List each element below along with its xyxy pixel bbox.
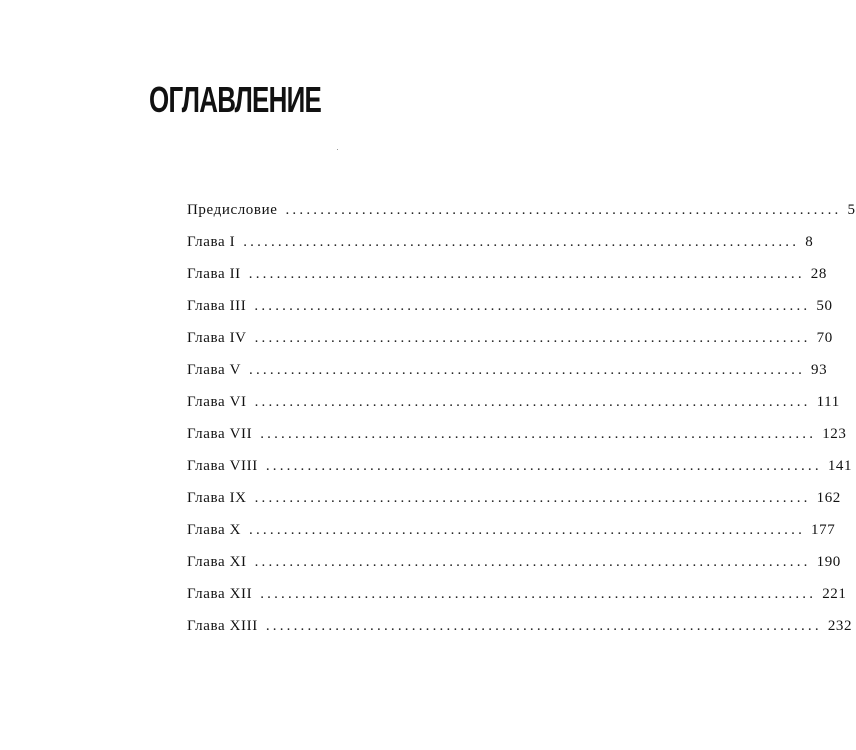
- toc-entry-title: Глава IX: [187, 490, 247, 506]
- toc-entry-title: Глава XI: [187, 554, 247, 570]
- toc-entry-title: Глава II: [187, 266, 241, 282]
- toc-entry-title: Глава III: [187, 298, 247, 314]
- toc-entry-title: Глава VI: [187, 394, 247, 410]
- toc-entry-page: 28: [810, 266, 827, 282]
- toc-entry-title: Глава XII: [187, 586, 253, 602]
- dot-leader: ................................................................................: [249, 522, 806, 538]
- dot-leader: ................................................................................: [243, 234, 800, 250]
- toc-entry-title: Глава I: [187, 234, 236, 250]
- toc-entry-page: 221: [822, 586, 847, 602]
- dot-leader: ................................................................................: [254, 394, 811, 410]
- toc-entry[interactable]: [187, 614, 853, 646]
- page-title: ОГЛАВЛЕНИЕ: [149, 79, 322, 120]
- toc-entry-title: Глава V: [187, 362, 242, 378]
- toc-entry-page: 70: [816, 330, 833, 346]
- toc-entry[interactable]: [187, 582, 847, 614]
- dot-leader: ................................................................................: [285, 202, 842, 218]
- toc-entry-title: Предисловие: [187, 202, 278, 218]
- toc-entry[interactable]: [187, 262, 827, 294]
- dot-leader: ................................................................................: [254, 330, 811, 346]
- toc-entry-title: Глава VII: [187, 426, 253, 442]
- toc-entry-page: 232: [827, 618, 853, 634]
- dot-leader: ................................................................................: [254, 298, 811, 314]
- toc-entry[interactable]: [187, 358, 828, 390]
- dot-leader: ................................................................................: [248, 266, 805, 282]
- toc-entry-page: 8: [805, 234, 814, 250]
- toc-entry-page: 111: [816, 394, 840, 410]
- toc-entry-title: Глава IV: [187, 330, 247, 346]
- toc-entry-page: 162: [816, 490, 841, 506]
- toc-entry[interactable]: [187, 550, 841, 582]
- paper-speck: [337, 149, 338, 150]
- toc-entry-title: Глава XIII: [187, 618, 258, 634]
- table-of-contents: [187, 198, 856, 646]
- toc-entry-page: 123: [822, 426, 847, 442]
- toc-entry[interactable]: [187, 518, 836, 550]
- toc-entry[interactable]: [187, 198, 856, 230]
- dot-leader: ................................................................................: [260, 586, 817, 602]
- dot-leader: ................................................................................: [265, 618, 822, 634]
- toc-entry[interactable]: [187, 390, 840, 422]
- toc-entry-title: Глава VIII: [187, 458, 258, 474]
- toc-entry[interactable]: [187, 486, 841, 518]
- toc-entry-page: 190: [816, 554, 841, 570]
- toc-entry[interactable]: [187, 230, 814, 262]
- dot-leader: ................................................................................: [254, 554, 811, 570]
- toc-entry-title: Глава X: [187, 522, 242, 538]
- dot-leader: ................................................................................: [260, 426, 817, 442]
- toc-entry[interactable]: [187, 326, 833, 358]
- toc-entry-page: 93: [811, 362, 828, 378]
- toc-entry-page: 50: [816, 298, 833, 314]
- toc-entry[interactable]: [187, 454, 853, 486]
- dot-leader: ................................................................................: [249, 362, 806, 378]
- toc-entry[interactable]: [187, 294, 833, 326]
- dot-leader: ................................................................................: [265, 458, 822, 474]
- toc-entry-page: 5: [847, 202, 856, 218]
- toc-entry[interactable]: [187, 422, 847, 454]
- dot-leader: ................................................................................: [254, 490, 811, 506]
- toc-entry-page: 141: [827, 458, 853, 474]
- toc-entry-page: 177: [811, 522, 836, 538]
